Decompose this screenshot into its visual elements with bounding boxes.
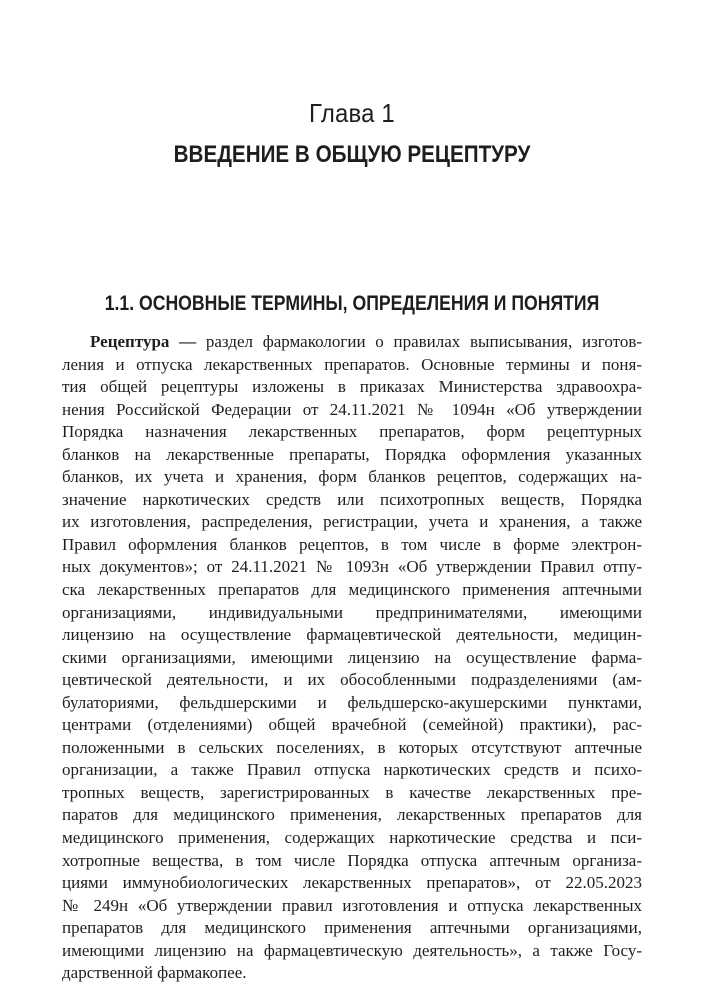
- paragraph-line: тия общей рецептуры изложены в приказах Министерства здравоохра-: [62, 377, 642, 397]
- paragraph-line: организации, а также Правил отпуска наркотических средств и психо-: [62, 760, 642, 780]
- paragraph-line: медицинского применения, содержащих наркотические средства и пси-: [62, 828, 642, 848]
- paragraph-line: ска лекарственных препаратов для медицинского применения аптечными: [62, 580, 642, 600]
- paragraph-line: лицензию на осуществление фармацевтической деятельности, медицин-: [62, 625, 642, 645]
- paragraph-line: ных документов»; от 24.11.2021 № 1093н «Об утверждении Правил отпу-: [62, 557, 642, 577]
- paragraph-line: Правил оформления бланков рецептов, в том числе в форме электрон-: [62, 534, 642, 554]
- paragraph-line: их изготовления, распределения, регистрации, учета и хранения, а также: [62, 512, 642, 532]
- first-line-text: раздел фармакологии о правилах выписывания, изготов-: [196, 332, 643, 351]
- paragraph-line: Порядка назначения лекарственных препаратов, форм рецептурных: [62, 422, 642, 442]
- paragraph-line: положенными в сельских поселениях, в которых отсутствуют аптечные: [62, 737, 642, 757]
- paragraph-line: цевтической деятельности, и их обособленными подразделениями (ам-: [62, 670, 642, 690]
- paragraph-line: № 249н «Об утверждении правил изготовления и отпуска лекарственных: [62, 895, 642, 915]
- paragraph-line: имеющими лицензию на фармацевтическую деятельность», а также Госу-: [62, 940, 642, 960]
- body-paragraph: [62, 331, 642, 985]
- paragraph-line: скими организациями, имеющими лицензию на осуществление фарма-: [62, 647, 642, 667]
- section-title: 1.1. ОСНОВНЫЕ ТЕРМИНЫ, ОПРЕДЕЛЕНИЯ И ПОНЯТИЯ: [104, 291, 600, 315]
- paragraph-line: тропных веществ, зарегистрированных в качестве лекарственных пре-: [62, 782, 642, 802]
- paragraph-line: нения Российской Федерации от 24.11.2021 № 1094н «Об утверждении: [62, 399, 642, 419]
- paragraph-line: значение наркотических средств или психотропных веществ, Порядка: [62, 489, 642, 509]
- term-recipe: Рецептура —: [90, 332, 197, 351]
- paragraph-line: центрами (отделениями) общей врачебной (семейной) практики), рас-: [62, 715, 642, 735]
- paragraph-line: ления и отпуска лекарственных препаратов. Основные термины и поня-: [62, 354, 642, 374]
- paragraph-line: организациями, индивидуальными предпринимателями, имеющими: [62, 602, 642, 622]
- paragraph-line: хотропные вещества, в том числе Порядка отпуска аптечным организа-: [62, 850, 642, 870]
- paragraph-line: бланков, их учета и хранения, форм бланков рецептов, содержащих на-: [62, 467, 642, 487]
- chapter-label: Глава 1: [309, 98, 395, 128]
- paragraph-line: препаратов для медицинского применения аптечными организациями,: [62, 918, 642, 938]
- paragraph-line: паратов для медицинского применения, лекарственных препаратов для: [62, 805, 642, 825]
- paragraph-line: дарственной фармакопее.: [62, 963, 247, 983]
- paragraph-line: булаториями, фельдшерскими и фельдшерско-акушерскими пунктами,: [62, 692, 642, 712]
- paragraph-line: бланков на лекарственные препараты, Порядка оформления указанных: [62, 444, 642, 464]
- paragraph-line: [62, 331, 642, 354]
- chapter-title: ВВЕДЕНИЕ В ОБЩУЮ РЕЦЕПТУРУ: [173, 141, 531, 168]
- paragraph-line: циями иммунобиологических лекарственных препаратов», от 22.05.2023: [62, 873, 642, 893]
